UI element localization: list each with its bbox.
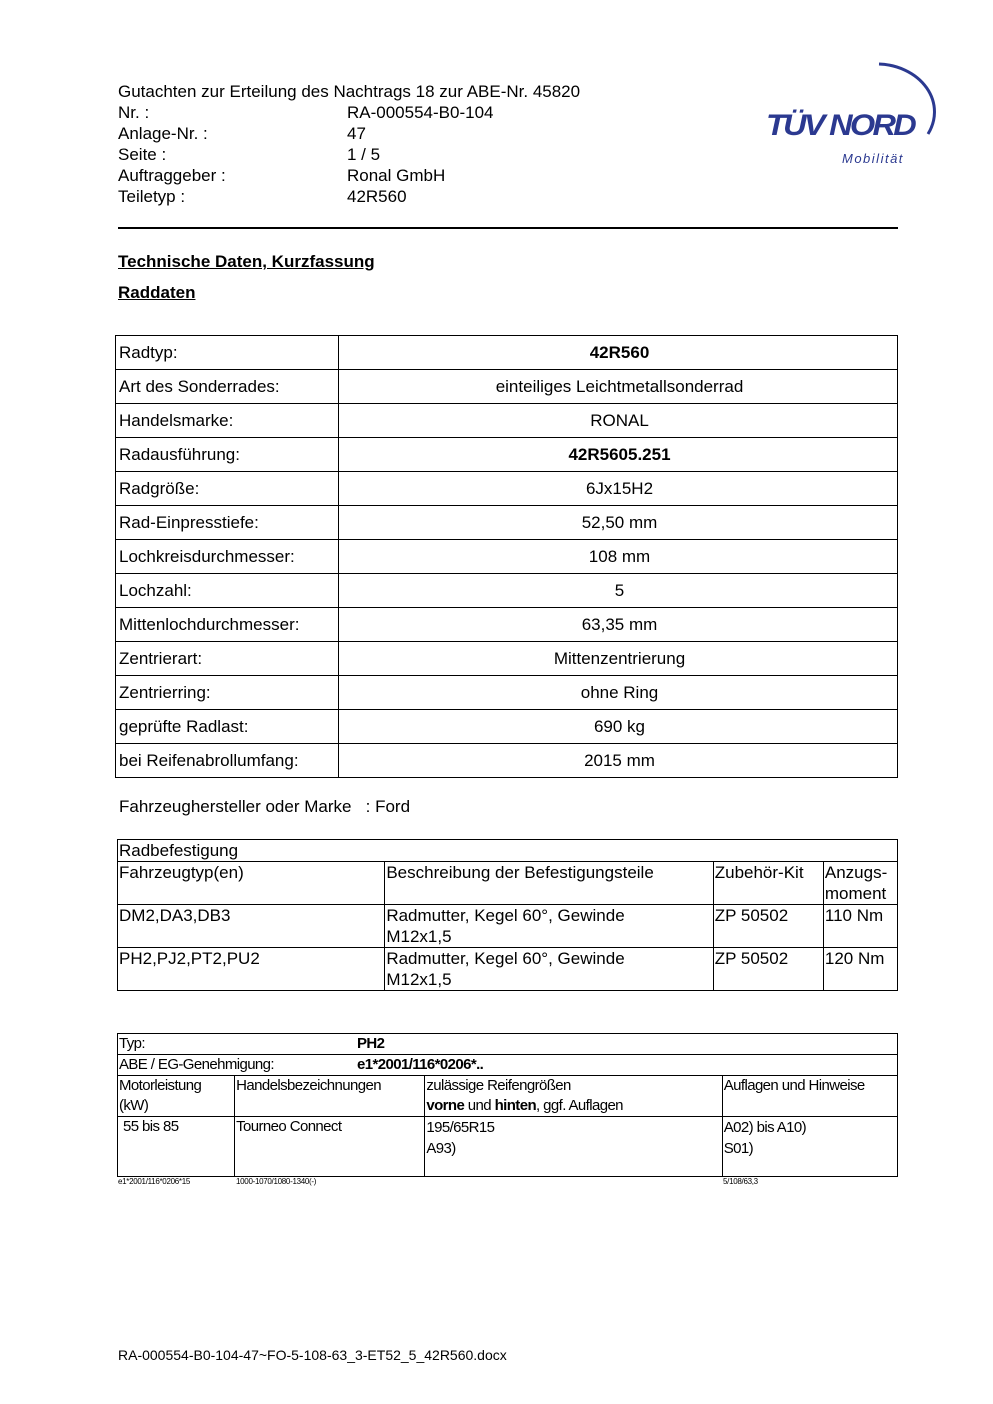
header-key: Anlage-Nr. : [118, 124, 208, 143]
wheel-value: 108 mm [339, 540, 898, 574]
wheel-value: 63,35 mm [339, 608, 898, 642]
wheel-data-row [116, 472, 898, 506]
header-row [118, 165, 580, 186]
header-row [118, 144, 580, 165]
wheel-data-row [116, 438, 898, 472]
wheel-value: Mittenzentrierung [339, 642, 898, 676]
wheel-fixing-table [117, 839, 898, 991]
wheel-value: RONAL [339, 404, 898, 438]
wheel-value: 52,50 mm [339, 506, 898, 540]
fixing-cell: Radmutter, Kegel 60°, Gewinde M12x1,5 [385, 905, 713, 948]
wheel-data-row [116, 676, 898, 710]
cell-notes: A02) bis A10) S01) [722, 1117, 897, 1177]
fixing-cell: ZP 50502 [713, 948, 823, 991]
fixing-header-cell: Zubehör-Kit [713, 862, 823, 905]
fixing-header-row [118, 862, 898, 905]
header-names: Handelsbezeichnungen [235, 1076, 425, 1117]
header-value: 42R560 [347, 187, 407, 206]
wheel-data-row [116, 404, 898, 438]
header-tires [425, 1076, 722, 1117]
vehicle-maker-line [119, 797, 410, 817]
fixing-cell: Radmutter, Kegel 60°, Gewinde M12x1,5 [385, 948, 713, 991]
fixing-cell: ZP 50502 [713, 905, 823, 948]
wheel-data-row [116, 370, 898, 404]
maker-sep: : [365, 797, 371, 816]
header-value: 1 / 5 [347, 145, 381, 164]
cell-tires: 195/65R15 A93) [425, 1117, 722, 1177]
wheel-data-row [116, 642, 898, 676]
vehicle-type-table [117, 1033, 898, 1177]
fixing-cell: DM2,DA3,DB3 [118, 905, 385, 948]
header-key: Seite : [118, 145, 167, 164]
abe-value: e1*2001/116*0206*.. [357, 1056, 484, 1073]
header-row [118, 186, 580, 207]
fixing-title: Radbefestigung [118, 840, 898, 862]
wheel-label: Rad-Einpresstiefe: [116, 506, 339, 540]
wheel-label: bei Reifenabrollumfang: [116, 744, 339, 778]
logo-subtitle: Mobilität [842, 151, 904, 166]
header-value: RA-000554-B0-104 [347, 103, 494, 122]
header-value: Ronal GmbH [347, 166, 446, 185]
logo-arc-icon [762, 56, 942, 171]
wheel-value: 690 kg [339, 710, 898, 744]
wheel-label: Zentrierring: [116, 676, 339, 710]
header-rows [118, 102, 580, 207]
wheel-label: Radtyp: [116, 336, 339, 370]
footnote-approval: e1*2001/116*0206*15 [118, 1177, 191, 1186]
cell-power: 55 bis 85 [118, 1117, 235, 1177]
wheel-value: ohne Ring [339, 676, 898, 710]
wheel-data-row [116, 540, 898, 574]
wheel-data-row [116, 744, 898, 778]
header-title: Gutachten zur Erteilung des Nachtrags 18 zur ABE-Nr. 45820 [118, 82, 581, 101]
abe-label: ABE / EG-Genehmigung: [119, 1056, 274, 1073]
header-power: Motorleistung (kW) [118, 1076, 235, 1117]
footnote-bolt-pattern: 5/108/63,3 [723, 1177, 758, 1186]
header-key: Auftraggeber : [118, 166, 226, 185]
wheel-label: Handelsmarke: [116, 404, 339, 438]
wheel-data-table [115, 335, 898, 778]
fixing-row [118, 948, 898, 991]
header-divider [118, 227, 898, 229]
maker-value: Ford [375, 797, 411, 816]
header-tires-line1: zulässige Reifengrößen [426, 1077, 571, 1094]
typ-label: Typ: [119, 1035, 145, 1052]
wheel-label: geprüfte Radlast: [116, 710, 339, 744]
header-tires-rear: hinten [494, 1097, 537, 1114]
wheel-data-row [116, 608, 898, 642]
wheel-data-row [116, 336, 898, 370]
header-tires-rest: , ggf. Auflagen [536, 1097, 623, 1114]
logo-wordmark: TÜV NORD [766, 109, 916, 142]
header-tires-and: und [464, 1097, 495, 1114]
fixing-row [118, 905, 898, 948]
cell-name: Tourneo Connect [235, 1117, 425, 1177]
header-row [118, 123, 580, 144]
header-row [118, 102, 580, 123]
fixing-cell: 110 Nm [823, 905, 897, 948]
maker-label: Fahrzeughersteller oder Marke [119, 797, 352, 816]
wheel-label: Mittenlochdurchmesser: [116, 608, 339, 642]
wheel-label: Lochzahl: [116, 574, 339, 608]
wheel-value: 42R560 [339, 336, 898, 370]
header-key: Nr. : [118, 103, 150, 122]
wheel-value: 2015 mm [339, 744, 898, 778]
header-key: Teiletyp : [118, 187, 186, 206]
header-notes: Auflagen und Hinweise [722, 1076, 897, 1117]
wheel-data-row [116, 506, 898, 540]
typ-row [118, 1034, 898, 1055]
fixing-cell: 120 Nm [823, 948, 897, 991]
document-header [118, 81, 580, 207]
section-title-technical: Technische Daten, Kurzfassung [118, 252, 375, 271]
vehicle-data-row [118, 1117, 898, 1177]
fixing-cell: PH2,PJ2,PT2,PU2 [118, 948, 385, 991]
fixing-header-cell: Anzugs- moment [823, 862, 897, 905]
wheel-data-row [116, 574, 898, 608]
footnote-circumference: 1000-1070/1080-1340(-) [236, 1177, 317, 1186]
wheel-label: Radausführung: [116, 438, 339, 472]
wheel-value: 42R5605.251 [339, 438, 898, 472]
wheel-data-row [116, 710, 898, 744]
wheel-label: Radgröße: [116, 472, 339, 506]
vehicle-header-row [118, 1076, 898, 1117]
wheel-value: einteiliges Leichtmetallsonderrad [339, 370, 898, 404]
wheel-label: Zentrierart: [116, 642, 339, 676]
section-title-wheel: Raddaten [118, 283, 196, 302]
wheel-value: 5 [339, 574, 898, 608]
fixing-header-cell: Beschreibung der Befestigungsteile [385, 862, 713, 905]
wheel-value: 6Jx15H2 [339, 472, 898, 506]
fixing-header-cell: Fahrzeugtyp(en) [118, 862, 385, 905]
tuev-nord-logo [762, 56, 942, 171]
wheel-label: Art des Sonderrades: [116, 370, 339, 404]
wheel-label: Lochkreisdurchmesser: [116, 540, 339, 574]
abe-row [118, 1055, 898, 1076]
header-value: 47 [347, 124, 366, 143]
header-tires-front: vorne [426, 1097, 465, 1114]
fixing-title-row [118, 840, 898, 862]
typ-value: PH2 [357, 1035, 385, 1052]
footer-filename: RA-000554-B0-104-47~FO-5-108-63_3-ET52_5_42R560.docx [118, 1347, 507, 1363]
